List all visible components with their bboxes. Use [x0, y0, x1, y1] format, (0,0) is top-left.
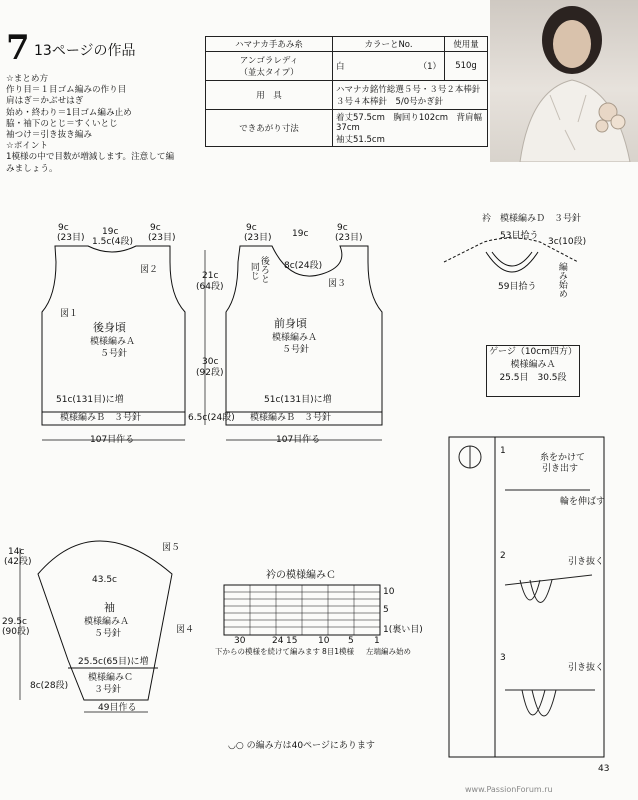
chart-x-label: 24	[272, 636, 284, 646]
sleeve-fig4: 図４	[176, 625, 195, 635]
amount-value: 510g	[445, 52, 488, 81]
front-pattern: 模様編みＡ	[272, 333, 318, 343]
symbol-reference-text: の編み方は40ページにあります	[246, 741, 375, 751]
front-neck: 8c(24段)	[284, 261, 323, 271]
size-label: できあがり寸法	[206, 110, 333, 147]
sleeve-length: 29.5c	[2, 617, 27, 627]
front-same-as-back-1: 後ろと	[258, 256, 269, 283]
tools-label: 用 具	[206, 81, 333, 110]
chart-x-label: 30	[234, 636, 246, 646]
back-fig1: 図１	[60, 309, 79, 319]
back-neck: 1.5c(4段)	[92, 237, 134, 247]
back-cast-on: 107目作る	[90, 435, 135, 445]
note-line: 1模様の中で目数が増減します。注意して編	[6, 152, 175, 163]
gauge-title: ゲージ（10cm四方）	[489, 347, 577, 357]
body-dim: 30c	[202, 357, 219, 367]
hem-dim: 6.5c(24段)	[188, 413, 235, 423]
front-same-as-back-2: 同じ	[248, 262, 259, 280]
sleeve-cap-height: 14c	[8, 547, 25, 557]
back-top-right: 9c	[150, 223, 161, 233]
tools-line: ３号４本棒針 5/0号かぎ針	[336, 97, 444, 107]
page-title: 13ページの作品	[34, 43, 136, 59]
page-number: 43	[598, 764, 610, 774]
color-header: カラーとNo.	[333, 37, 445, 52]
sleeve-length-rows: (90段)	[2, 627, 30, 637]
chart-caption-left: 下からの模様を続けて編みます	[215, 647, 320, 656]
stitch-chart-grid	[224, 585, 380, 635]
back-fig2: 図２	[140, 265, 159, 275]
back-increase: 51c(131目)に増	[56, 395, 124, 405]
chart-x-label: 5	[348, 636, 354, 646]
note-line: 作り目＝１目ゴム編みの作り目	[6, 85, 127, 96]
yarn-header: ハマナカ手あみ糸	[206, 37, 333, 52]
front-top-right-rows: (23目)	[335, 233, 363, 243]
back-needle: ５号針	[100, 349, 128, 359]
chart-x-label: 10	[318, 636, 330, 646]
front-increase: 51c(131目)に増	[264, 395, 332, 405]
back-rib: 模様編みＢ ３号針	[60, 413, 142, 423]
collar-start: 編み始め	[556, 262, 567, 298]
tools-line: ハマナカ銘竹総選５号・３号２本棒針	[336, 85, 481, 95]
chart-caption-mid: 8目1模様	[322, 647, 355, 656]
armhole-rows: (64段)	[196, 282, 224, 292]
front-rib: 模様編みＢ ３号針	[250, 413, 332, 423]
note-line: ☆まとめ方	[6, 74, 49, 84]
howto-step-2-note: 引き抜く	[568, 557, 605, 567]
back-pattern: 模様編みＡ	[90, 337, 136, 347]
collar-top-pick: 53目拾う	[500, 231, 539, 241]
sleeve-pattern: 模様編みＡ	[84, 617, 130, 627]
body-rows: (92段)	[196, 368, 224, 378]
chart-y-label: 1(裏い目)	[383, 625, 423, 635]
chart-y-label: 10	[383, 587, 395, 597]
watermark: www.PassionForum.ru	[465, 785, 553, 794]
size-line: 着丈57.5cm 胸回り102cm 背肩幅37cm	[336, 113, 483, 133]
front-top-mid: 19c	[292, 229, 309, 239]
howto-step-1-note: 糸をかけて	[540, 453, 586, 463]
yarn-type: （並太タイプ）	[239, 68, 299, 78]
sleeve-increase: 25.5c(65目)に増	[78, 657, 149, 667]
howto-step-1: 1	[500, 446, 506, 456]
front-top-left-rows: (23目)	[244, 233, 272, 243]
note-line: 肩はぎ＝かぶせはぎ	[6, 96, 84, 107]
armhole-dim: 21c	[202, 271, 219, 281]
front-top-right: 9c	[337, 223, 348, 233]
front-cast-on: 107目作る	[276, 435, 321, 445]
back-top-left: 9c	[58, 223, 69, 233]
howto-step-2: 2	[500, 551, 506, 561]
chart-x-label: 1	[374, 636, 380, 646]
howto-step-3: 3	[500, 653, 506, 663]
sleeve-cuff-height: 8c(28段)	[30, 681, 69, 691]
note-line: みましょう。	[6, 163, 58, 174]
chart-title: 衿の模様編みＣ	[266, 570, 336, 581]
chain-symbol-icon: ◡○	[228, 741, 244, 751]
color-name: 白	[336, 62, 345, 72]
chart-y-label: 5	[383, 605, 389, 615]
front-top-left: 9c	[246, 223, 257, 233]
note-line: 始め・終わり＝1目ゴム編み止め	[6, 107, 132, 118]
color-number: （1）	[418, 62, 441, 72]
sleeve-cap-rows: (42段)	[4, 557, 32, 567]
sleeve-needle: ５号針	[94, 629, 122, 639]
back-name: 後身頃	[93, 321, 126, 334]
gauge-box	[486, 345, 580, 397]
sleeve-cast-on: 49目作る	[98, 703, 137, 713]
gauge-pattern: 模様編みＡ	[510, 360, 556, 370]
note-line: ☆ポイント	[6, 141, 49, 152]
collar-bottom-pick: 59目拾う	[498, 282, 537, 292]
size-line: 袖丈51.5cm	[336, 135, 385, 145]
pattern-number: 7	[6, 28, 30, 68]
note-line: 脇・袖下のとじ＝すくいとじ	[6, 118, 118, 129]
symbol-reference	[228, 742, 375, 752]
front-needle: ５号針	[282, 345, 310, 355]
howto-step-3-note: 引き抜く	[568, 663, 605, 673]
chart-x-label: 15	[286, 636, 298, 646]
sleeve-name: 袖	[104, 601, 115, 614]
yarn-name: アンゴラレディ	[239, 56, 299, 66]
front-name: 前身頃	[274, 317, 307, 330]
howto-step-1-note: 輪を伸ばす	[560, 497, 606, 507]
amount-header: 使用量	[445, 37, 488, 52]
note-line: 袖つけ＝引き抜き編み	[6, 130, 92, 141]
chart-caption-right: 左端編み始め	[366, 647, 411, 656]
sleeve-cuff-needle: ３号針	[94, 685, 122, 695]
howto-step-1-note: 引き出す	[542, 464, 579, 474]
crochet-hook-illustration	[459, 446, 595, 716]
back-top-left-rows: (23目)	[57, 233, 85, 243]
collar-width: 3c(10段)	[548, 237, 587, 247]
front-fig3: 図３	[328, 279, 347, 289]
back-top-right-rows: (23目)	[148, 233, 176, 243]
gauge-values: 25.5目 30.5段	[499, 373, 567, 383]
sleeve-top-width: 43.5c	[92, 575, 117, 585]
collar-title: 衿 模様編みＤ ３号針	[482, 214, 582, 224]
back-top-mid: 19c	[102, 227, 119, 237]
sleeve-cuff-pattern: 模様編みＣ	[88, 673, 134, 683]
sleeve-fig5: 図５	[162, 543, 181, 553]
